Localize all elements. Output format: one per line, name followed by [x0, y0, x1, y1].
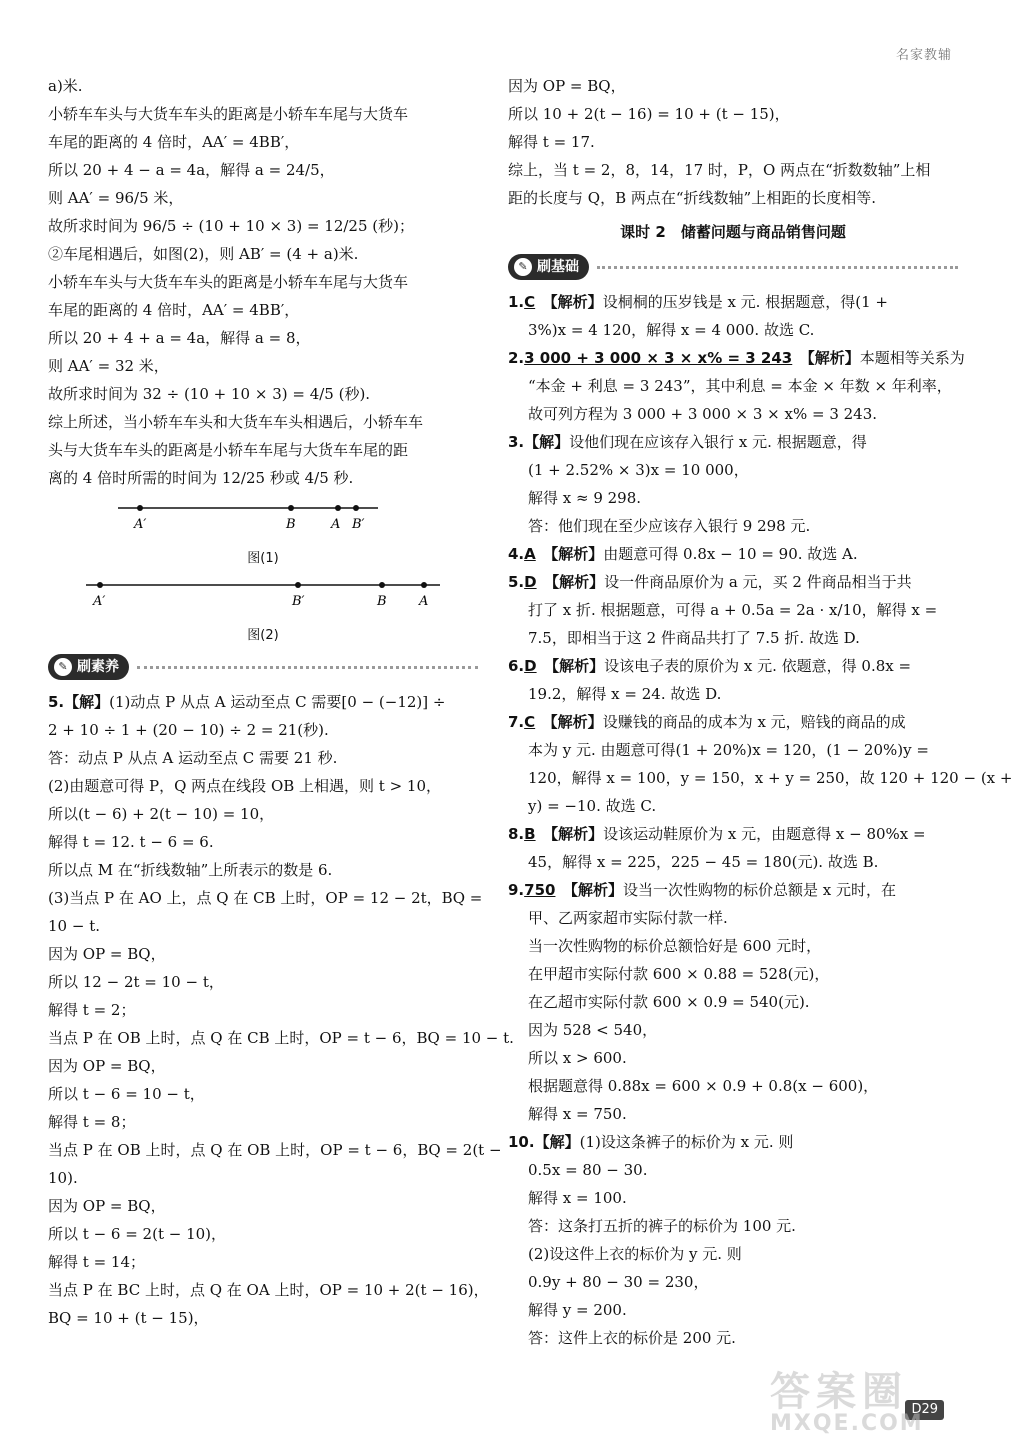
answer-line: 解得 t = 17. [508, 133, 595, 151]
answer-line: 所以 12 − 2t = 10 − t， [48, 973, 224, 991]
question-number: 2. [508, 349, 525, 367]
answer-line: a)米. [48, 77, 83, 95]
solution-tag: 【解】 [534, 1133, 580, 1151]
answer-line: 打了 x 折. 根据题意，可得 a + 0.5a = 2a · x/10，解得 x = [528, 601, 938, 619]
answer-line: 设该电子表的原价为 x 元. 依题意，得 0.8x = [604, 657, 912, 675]
answer-line: 解得 t = 8； [48, 1113, 136, 1131]
header-logo: 名家教辅 [895, 48, 952, 63]
answer-line: 小轿车车头与大货车车头的距离是小轿车车尾与大货车 [48, 105, 409, 123]
solution-tag: 【解】 [64, 693, 110, 711]
solution-tag: 【解】 [524, 433, 570, 451]
answer-choice: 3 000 + 3 000 × 3 × x% = 3 243 [524, 349, 793, 367]
answer-line: 由题意可得 0.8x − 10 = 90. 故选 A. [603, 545, 858, 563]
figure-2 [48, 575, 478, 646]
fig2-label: A [419, 594, 429, 609]
answer-line: 所以 10 + 2(t − 16) = 10 + (t − 15)， [508, 105, 790, 123]
answer-line: 所以 t − 6 = 2(t − 10)， [48, 1225, 227, 1243]
answer-line: 所以点 M 在“折线数轴”上所表示的数是 6. [48, 861, 333, 879]
answer-line: “本金 + 利息 = 3 243”，其中利息 = 本金 × 年数 × 年利率， [528, 377, 952, 395]
answer-line: 10 − t. [48, 917, 100, 935]
question-item [508, 1128, 958, 1352]
watermark-text: 答案圈 [770, 1369, 908, 1415]
answer-line: 本题相等关系为 [859, 349, 965, 367]
answer-line: (1)动点 P 从点 A 运动至点 C 需要[0 − (−12)] ÷ [109, 693, 446, 711]
question-item [508, 568, 958, 652]
answer-line: 故所求时间为 96/5 ÷ (10 + 10 × 3) = 12/25 (秒)； [48, 217, 414, 235]
answer-line: 设一件商品原价为 a 元，买 2 件商品相当于共 [604, 573, 912, 591]
answer-line: 解得 x ≈ 9 298. [528, 489, 642, 507]
answer-line: 2 + 10 ÷ 1 + (20 − 10) ÷ 2 = 21(秒). [48, 721, 329, 739]
solution-tag: 【解析】 [551, 657, 605, 675]
question-5-solution [48, 716, 514, 1332]
answer-line: 本为 y 元. 由题意可得(1 + 20%)x = 120，(1 − 20%)y = [528, 741, 929, 759]
answer-line: 则 AA′ = 96/5 米， [48, 189, 184, 207]
dotted-divider [597, 266, 958, 269]
answer-line: (3)当点 P 在 AO 上，点 Q 在 CB 上时，OP = 12 − 2t，BQ = [48, 889, 483, 907]
answer-line: 7.5，即相当于这 2 件商品共打了 7.5 折. 故选 D. [528, 629, 860, 647]
left-solution-continued [48, 72, 478, 492]
answer-line: 当点 P 在 OB 上时，点 Q 在 CB 上时，OP = t − 6，BQ = 10 − t. [48, 1029, 514, 1047]
answer-line: 10). [48, 1169, 78, 1187]
answer-line: 解得 t = 12. t − 6 = 6. [48, 833, 214, 851]
answer-line: 当点 P 在 OB 上时，点 Q 在 OB 上时，OP = t − 6，BQ = 2(t − [48, 1141, 502, 1159]
fig1-label: A′ [134, 517, 147, 532]
answer-line: 因为 OP = BQ， [48, 945, 166, 963]
answer-line: 则 AA′ = 32 米， [48, 357, 169, 375]
question-number: 8. [508, 825, 525, 843]
question-item [508, 344, 965, 428]
question-item [508, 288, 958, 344]
answer-line: 当点 P 在 BC 上时，点 Q 在 OA 上时，OP = 10 + 2(t − 16)， [48, 1281, 489, 1299]
answer-line: 答：这件上衣的标价是 200 元. [528, 1329, 736, 1347]
answer-line: 解得 t = 2； [48, 1001, 136, 1019]
question-number: 1. [508, 293, 525, 311]
left-column [48, 72, 514, 1332]
fig1-label: B [286, 517, 296, 532]
fig1-label: B′ [352, 517, 365, 532]
answer-line: 综上所述，当小轿车车头和大货车车头相遇后，小轿车车 [48, 413, 424, 431]
answer-line: 19.2，解得 x = 24. 故选 D. [528, 685, 722, 703]
brush-icon: ✎ [514, 258, 532, 276]
question-number: 5. [508, 573, 525, 591]
answer-choice: D [524, 573, 537, 591]
answer-line: 答：这条打五折的裤子的标价为 100 元. [528, 1217, 796, 1235]
answer-line: (1)设这条裤子的标价为 x 元. 则 [579, 1133, 794, 1151]
right-solution-continued [508, 72, 958, 212]
answer-line: BQ = 10 + (t − 15)， [48, 1309, 209, 1327]
answer-choice: C [524, 713, 536, 731]
answer-line: 离的 4 倍时所需的时间为 12/25 秒或 4/5 秒. [48, 469, 354, 487]
dotted-divider [137, 666, 478, 669]
question-item [508, 428, 958, 540]
fig2-label: B′ [292, 594, 305, 609]
solution-tag: 【解析】 [550, 293, 603, 311]
answer-line: (2)由题意可得 P，Q 两点在线段 OB 上相遇，则 t > 10， [48, 777, 442, 795]
question-item [508, 652, 958, 708]
question-item [508, 540, 958, 568]
answer-line: 所以 t − 6 = 10 − t， [48, 1085, 205, 1103]
solution-tag: 【解析】 [570, 881, 623, 899]
answer-line: ②车尾相遇后，如图(2)，则 AB′ = (4 + a)米. [48, 245, 359, 263]
question-number: 10. [508, 1133, 535, 1151]
right-column [508, 72, 1012, 1352]
answer-choice: C [524, 293, 536, 311]
answer-line: 因为 528 < 540， [528, 1021, 658, 1039]
answer-choice: 750 [524, 881, 556, 899]
fig1-label: A [331, 517, 341, 532]
question-list [508, 288, 1012, 1352]
answer-line: 设赚钱的商品的成本为 x 元，赔钱的商品的成 [602, 713, 906, 731]
answer-line: 小轿车车头与大货车车头的距离是小轿车车尾与大货车 [48, 273, 409, 291]
lesson-title: 课时 2 储蓄问题与商品销售问题 [620, 223, 846, 241]
section-badge-basics [508, 252, 958, 282]
answer-line: 所以(t − 6) + 2(t − 10) = 10， [48, 805, 275, 823]
answer-line: 所以 x > 600. [528, 1049, 627, 1067]
solution-tag: 【解析】 [550, 713, 603, 731]
answer-choice: B [524, 825, 536, 843]
question-number: 3. [508, 433, 525, 451]
answer-choice: A [524, 545, 536, 563]
answer-line: 答：他们现在至少应该存入银行 9 298 元. [528, 517, 811, 535]
answer-line: 设他们现在应该存入银行 x 元. 根据题意，得 [569, 433, 867, 451]
question-number: 4. [508, 545, 525, 563]
answer-line: 因为 OP = BQ， [508, 77, 626, 95]
answer-line: 在甲超市实际付款 600 × 0.88 = 528(元)， [528, 965, 830, 983]
question-5-header [48, 688, 478, 716]
fig2-label: B [377, 594, 387, 609]
answer-line: 解得 x = 100. [528, 1189, 627, 1207]
answer-line: 当一次性购物的标价总额恰好是 600 元时， [528, 937, 822, 955]
page-number: D29 [905, 1400, 944, 1420]
brush-icon: ✎ [54, 658, 72, 676]
answer-line: 车尾的距离的 4 倍时，AA′ = 4BB′， [48, 133, 300, 151]
answer-choice: D [524, 657, 537, 675]
solution-tag: 【解析】 [550, 825, 604, 843]
answer-line: 故所求时间为 32 ÷ (10 + 10 × 3) = 4/5 (秒). [48, 385, 371, 403]
watermark [770, 1360, 980, 1440]
answer-line: 设桐桐的压岁钱是 x 元. 根据题意，得(1 + [602, 293, 888, 311]
answer-line: 0.9y + 80 − 30 = 230， [528, 1273, 709, 1291]
question-item [508, 876, 958, 1128]
answer-line: 甲、乙两家超市实际付款一样. [528, 909, 728, 927]
answer-line: 45，解得 x = 225，225 − 45 = 180(元). 故选 B. [528, 853, 879, 871]
solution-tag: 【解析】 [550, 545, 604, 563]
question-number: 6. [508, 657, 525, 675]
fig2-label: A′ [93, 594, 106, 609]
question-number: 5. [48, 693, 65, 711]
answer-line: 设该运动鞋原价为 x 元，由题意得 x − 80%x = [603, 825, 926, 843]
answer-line: 设当一次性购物的标价总额是 x 元时，在 [622, 881, 896, 899]
answer-line: 头与大货车车头的距离是小轿车车尾与大货车车尾的距 [48, 441, 409, 459]
figure-2-caption: 图(2) [247, 628, 279, 643]
answer-line: 车尾的距离的 4 倍时，AA′ = 4BB′， [48, 301, 300, 319]
answer-line: (1 + 2.52% × 3)x = 10 000， [528, 461, 749, 479]
answer-line: 根据题意得 0.88x = 600 × 0.9 + 0.8(x − 600)， [528, 1077, 879, 1095]
number-line-figure-1 [48, 498, 478, 540]
answer-line: 解得 x = 750. [528, 1105, 627, 1123]
answer-line: 3%)x = 4 120，解得 x = 4 000. 故选 C. [528, 321, 815, 339]
answer-line: 解得 t = 14； [48, 1253, 145, 1271]
badge-label: 刷基础 [537, 259, 579, 275]
section-badge-literacy [48, 652, 478, 682]
number-line-figure-2 [48, 575, 478, 617]
solution-tag: 【解析】 [807, 349, 860, 367]
question-number: 7. [508, 713, 525, 731]
figure-1 [48, 498, 478, 569]
answer-line: (2)设这件上衣的标价为 y 元. 则 [528, 1245, 742, 1263]
badge-label: 刷素养 [77, 659, 119, 675]
answer-line: 答：动点 P 从点 A 运动至点 C 需要 21 秒. [48, 749, 338, 767]
watermark-url: MXQE.COM [770, 1411, 924, 1436]
question-item [508, 820, 958, 876]
answer-line: 故可列方程为 3 000 + 3 000 × 3 × x% = 3 243. [528, 405, 878, 423]
answer-line: y) = −10. 故选 C. [528, 797, 657, 815]
answer-line: 解得 y = 200. [528, 1301, 627, 1319]
answer-line: 0.5x = 80 − 30. [528, 1161, 648, 1179]
question-item [508, 708, 1012, 820]
answer-line: 120，解得 x = 100，y = 150，x + y = 250，故 120 + 120 − (x + [528, 769, 1012, 787]
figure-1-caption: 图(1) [247, 551, 279, 566]
question-number: 9. [508, 881, 525, 899]
answer-line: 距的长度与 Q，B 两点在“折线数轴”上相距的长度相等. [508, 189, 876, 207]
answer-line: 所以 20 + 4 + a = 4a，解得 a = 8， [48, 329, 311, 347]
answer-line: 因为 OP = BQ， [48, 1057, 166, 1075]
answer-line: 综上，当 t = 2，8，14，17 时，P，O 两点在“折数数轴”上相 [508, 161, 931, 179]
answer-line: 在乙超市实际付款 600 × 0.9 = 540(元). [528, 993, 810, 1011]
answer-line: 所以 20 + 4 − a = 4a，解得 a = 24/5， [48, 161, 335, 179]
answer-line: 因为 OP = BQ， [48, 1197, 166, 1215]
solution-tag: 【解析】 [551, 573, 605, 591]
